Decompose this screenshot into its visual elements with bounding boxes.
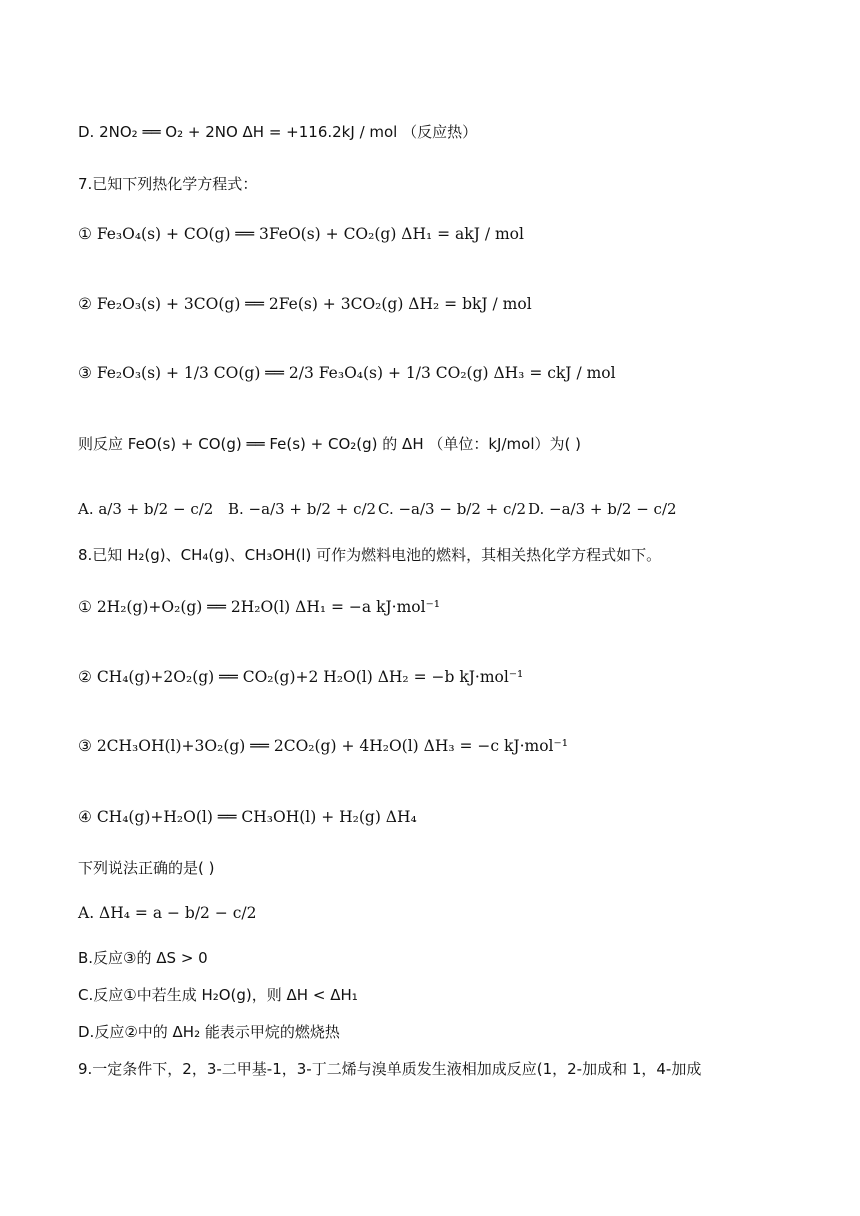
- q7-eq3: ③ Fe₂O₃(s) + 1/3 CO(g) ══ 2/3 Fe₃O₄(s) + 1/3 CO₂(g) ΔH₃ = ckJ / mol: [78, 364, 616, 382]
- q8-option-b: B.反应③的 ΔS > 0: [78, 949, 208, 967]
- q9-stem: 9.一定条件下，2，3-二甲基-1，3-丁二烯与溴单质发生液相加成反应(1，2-加成和 1，4-加成: [78, 1060, 702, 1078]
- q8-option-d: D.反应②中的 ΔH₂ 能表示甲烷的燃烧热: [78, 1023, 340, 1041]
- d-option-q6: D. 2NO₂ ══ O₂ + 2NO ΔH = +116.2kJ / mol （反应热）: [78, 123, 478, 141]
- q7-option-d: D. −a/3 + b/2 − c/2: [528, 500, 677, 518]
- q7-option-b: B. −a/3 + b/2 + c/2: [228, 500, 377, 518]
- q7-option-c: C. −a/3 − b/2 + c/2: [378, 500, 526, 518]
- q7-question: 则反应 FeO(s) + CO(g) ══ Fe(s) + CO₂(g) 的 ΔH （单位：kJ/mol）为( ): [78, 435, 581, 453]
- q7-stem: 7.已知下列热化学方程式：: [78, 175, 258, 193]
- q8-eq1: ① 2H₂(g)+O₂(g) ══ 2H₂O(l) ΔH₁ = −a kJ·mol⁻¹: [78, 598, 440, 616]
- q7-eq1: ① Fe₃O₄(s) + CO(g) ══ 3FeO(s) + CO₂(g) ΔH₁ = akJ / mol: [78, 225, 524, 243]
- q8-eq3: ③ 2CH₃OH(l)+3O₂(g) ══ 2CO₂(g) + 4H₂O(l) ΔH₃ = −c kJ·mol⁻¹: [78, 737, 568, 755]
- q8-option-a: A. ΔH₄ = a − b/2 − c/2: [78, 904, 257, 922]
- q8-question: 下列说法正确的是( ): [78, 859, 215, 877]
- q7-eq2: ② Fe₂O₃(s) + 3CO(g) ══ 2Fe(s) + 3CO₂(g) ΔH₂ = bkJ / mol: [78, 295, 532, 313]
- q8-eq2: ② CH₄(g)+2O₂(g) ══ CO₂(g)+2 H₂O(l) ΔH₂ = −b kJ·mol⁻¹: [78, 668, 524, 686]
- q7-option-a: A. a/3 + b/2 − c/2: [78, 500, 214, 518]
- q8-eq4: ④ CH₄(g)+H₂O(l) ══ CH₃OH(l) + H₂(g) ΔH₄: [78, 808, 417, 826]
- q8-stem: 8.已知 H₂(g)、CH₄(g)、CH₃OH(l) 可作为燃料电池的燃料，其相关热化学方程式如下。: [78, 546, 662, 564]
- q8-option-c: C.反应①中若生成 H₂O(g)，则 ΔH < ΔH₁: [78, 986, 358, 1004]
